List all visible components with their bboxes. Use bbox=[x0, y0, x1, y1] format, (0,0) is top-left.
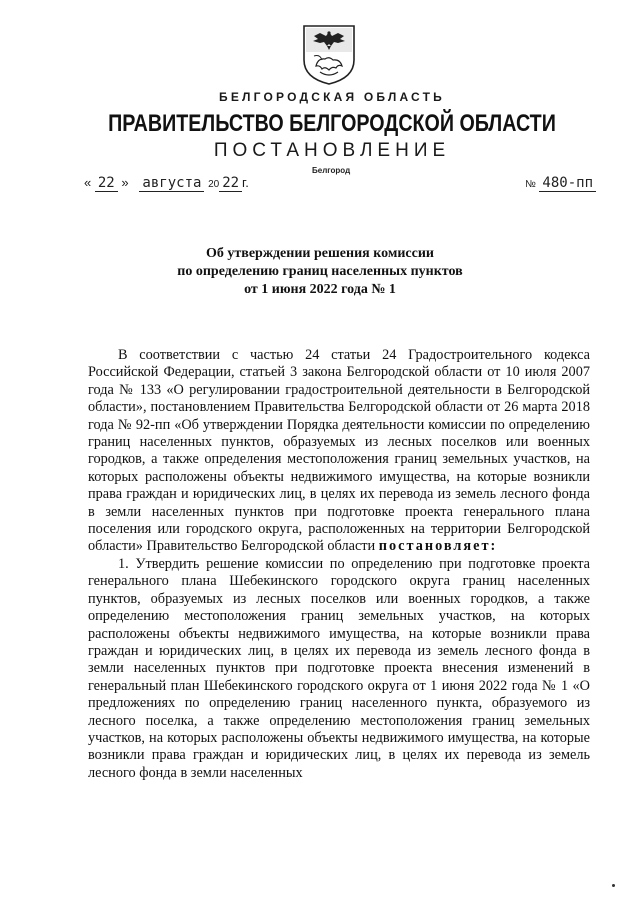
preamble-text: В соответствии с частью 24 статьи 24 Градостроительного кодекса Российской Федерации, статьей 3 закона Белгородской области от 10 июля 2007 года № 133 «О регулировании градостроительной деятельности в Белгородской области», постановлением Правительства Белгородской области от 26 марта 2018 года № 92-пп «Об утверждении Порядка деятельности комиссии по определению границ населенных пунктов, образуемых из лесных поселков или военных городков, а также определения местоположения границ земельных участков, на которых расположены объекты недвижимого имущества, на которые возникли права граждан и юридических лиц, в целях их перевода из земель лесного фонда в земли населенных пунктов при подготовке проекта генерального плана поселения или городского округа, расположенных на территории Белгородской области» Правительство Белгородской области bbox=[88, 347, 590, 555]
date-month: августа bbox=[139, 175, 204, 192]
title-line-1: Об утверждении решения комиссии bbox=[206, 246, 434, 261]
preamble-paragraph bbox=[88, 347, 590, 556]
date-day: 22 bbox=[95, 175, 118, 192]
document-date bbox=[84, 175, 249, 191]
date-number-row bbox=[84, 175, 596, 195]
close-quote: » bbox=[121, 175, 129, 190]
document-body bbox=[88, 347, 590, 782]
number-value: 480-пп bbox=[539, 175, 596, 192]
number-label: № bbox=[525, 179, 536, 190]
title-line-3: от 1 июня 2022 года № 1 bbox=[244, 282, 396, 297]
date-year-prefix: 20 bbox=[208, 179, 220, 190]
scan-speck bbox=[612, 884, 615, 887]
government-name: ПРАВИТЕЛЬСТВО БЕЛГОРОДСКОЙ ОБЛАСТИ bbox=[108, 110, 556, 137]
resolves-word: постановляет: bbox=[378, 538, 498, 555]
document-type: ПОСТАНОВЛЕНИЕ bbox=[213, 140, 451, 161]
coat-of-arms-icon bbox=[300, 22, 358, 86]
document-title bbox=[80, 245, 560, 299]
city-name: Белгород bbox=[312, 166, 351, 175]
date-year-mark: г. bbox=[242, 175, 249, 190]
item-1-paragraph: 1. Утвердить решение комиссии по определению при подготовке проекта генерального плана Шебекинского городского округа границ населенных пунктов, образуемых из лесных поселков или военных городков, а также определению местоположения границ земельных участков, на которых расположены объекты недвижимого имущества, на которые возникли права граждан и юридических лиц, в целях их перевода из земель лесного фонда в земли населенных пунктов при подготовке проекта внесения изменений в генеральный план Шебекинского городского округа от 1 июня 2022 года № 1 «О предложениях по определению границ населенного пункта, образуемого из лесного поселка, а также определению местоположения границ земельных участков, на которых расположены объекты недвижимого имущества, на которые возникли права граждан и юридических лиц, в целях их перевода из земель лесного фонда в земли населенных bbox=[88, 555, 590, 781]
date-year-suffix: 22 bbox=[219, 175, 242, 192]
open-quote: « bbox=[84, 175, 92, 190]
region-name: БЕЛГОРОДСКАЯ ОБЛАСТЬ bbox=[219, 90, 445, 104]
title-line-2: по определению границ населенных пунктов bbox=[177, 264, 463, 279]
document-number bbox=[525, 175, 596, 191]
